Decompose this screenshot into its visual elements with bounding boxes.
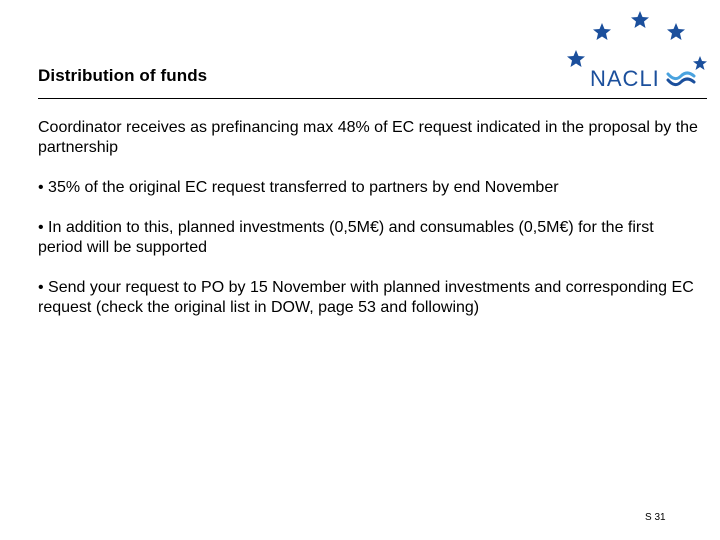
slide-title: Distribution of funds [38, 66, 208, 85]
page-number: S 31 [645, 512, 666, 523]
star-icon [593, 23, 611, 40]
slide-body [38, 118, 698, 338]
star-icon [667, 23, 685, 40]
logo-wordmark: NACLI [590, 66, 660, 91]
bullet-item: • In addition to this, planned investments (0,5M€) and consumables (0,5M€) for the first period will be supported [38, 219, 654, 256]
star-icon [567, 50, 585, 67]
title-divider [38, 98, 707, 99]
bullet-item: • Send your request to PO by 15 November with planned investments and corresponding EC request (check the original list in DOW, page 53 and following) [38, 279, 694, 316]
bullet-item: • 35% of the original EC request transferred to partners by end November [38, 179, 559, 196]
wave-icon [666, 68, 696, 90]
body-paragraph: Coordinator receives as prefinancing max 48% of EC request indicated in the proposal by the partnership [38, 119, 698, 156]
star-icon [631, 11, 649, 28]
